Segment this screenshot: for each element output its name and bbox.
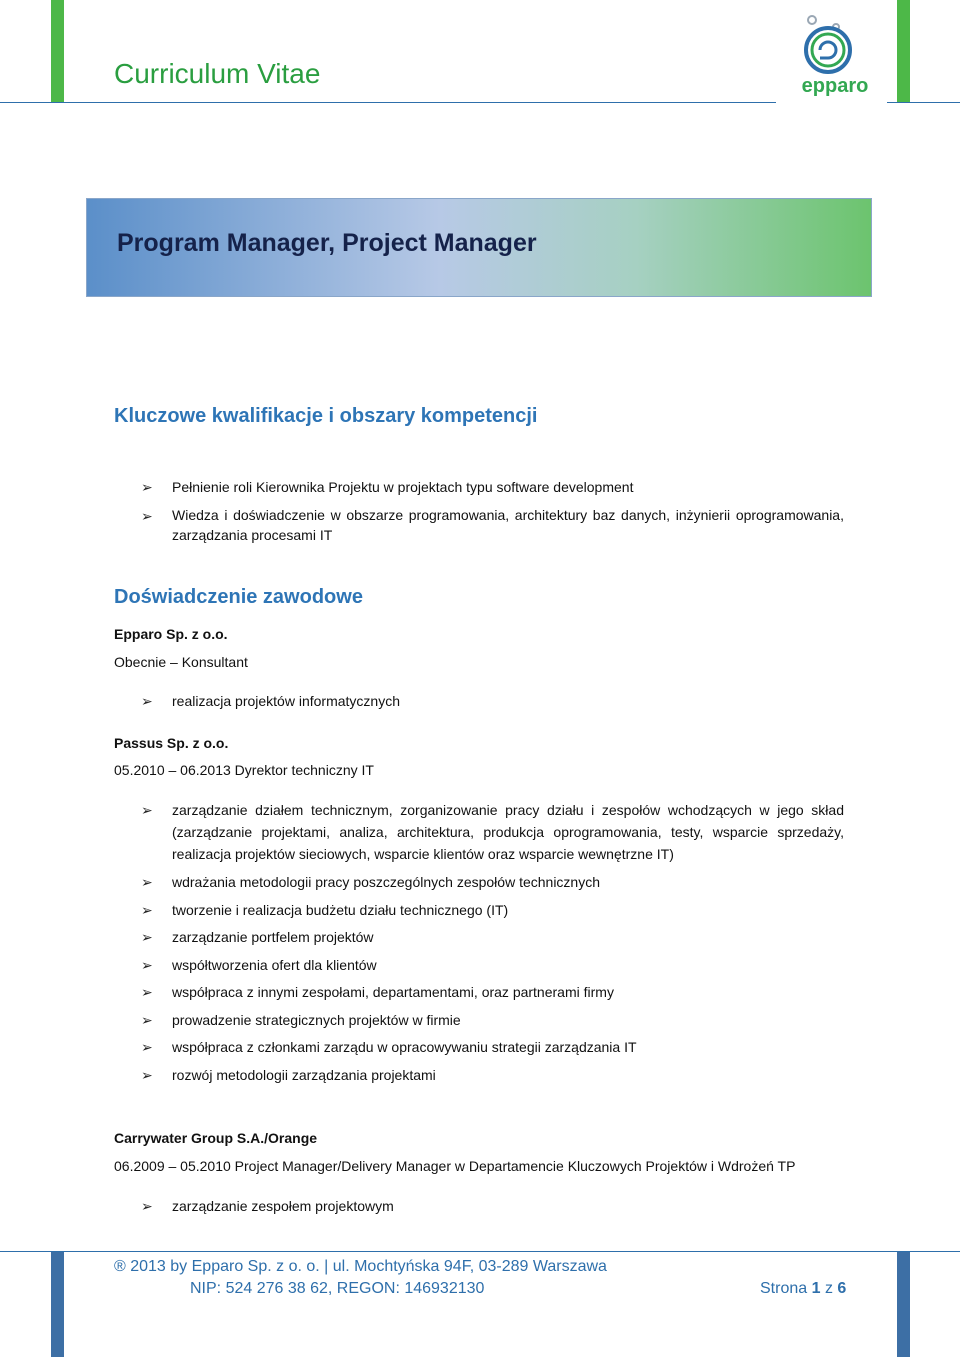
company-name: Passus Sp. z o.o.	[114, 735, 229, 751]
list-item: prowadzenie strategicznych projektów w firmie	[172, 1012, 461, 1028]
arrow-bullet-icon: ➢	[141, 902, 153, 918]
footer-address: ® 2013 by Epparo Sp. z o. o. | ul. Mochtyńska 94F, 03-289 Warszawa	[114, 1258, 607, 1275]
page-current: 1	[811, 1280, 821, 1297]
arrow-bullet-icon: ➢	[141, 479, 153, 495]
company-name: Epparo Sp. z o.o.	[114, 626, 228, 642]
header-divider-right	[887, 102, 960, 103]
list-item: rozwój metodologii zarządzania projektami	[172, 1067, 436, 1083]
arrow-bullet-icon: ➢	[141, 984, 153, 1000]
page-number	[760, 1280, 846, 1298]
list-item: współtworzenia ofert dla klientów	[172, 957, 377, 973]
list-item: zarządzanie zespołem projektowym	[172, 1198, 394, 1214]
page-title: Curriculum Vitae	[114, 58, 321, 89]
list-item: Wiedza i doświadczenie w obszarze programowania, architektury baz danych, inżynierii oprogramowania, zarządzania procesami IT	[172, 507, 844, 543]
footer-registration: NIP: 524 276 38 62, REGON: 146932130	[190, 1280, 485, 1297]
header-bar-left	[51, 0, 64, 102]
list-item: zarządzanie portfelem projektów	[172, 929, 374, 945]
footer-bar-left	[51, 1252, 64, 1357]
header-divider	[0, 102, 776, 103]
role-line: 05.2010 – 06.2013 Dyrektor techniczny IT	[114, 762, 374, 778]
arrow-bullet-icon: ➢	[141, 1067, 153, 1083]
list-item: realizacja projektów informatycznych	[172, 693, 400, 709]
page-total: 6	[837, 1280, 847, 1297]
role-line: 06.2009 – 05.2010 Project Manager/Delivery Manager w Departamencie Kluczowych Projektów i Wdrożeń TP	[114, 1158, 796, 1174]
qualifications-heading: Kluczowe kwalifikacje i obszary kompetencji	[114, 405, 538, 427]
arrow-bullet-icon: ➢	[141, 802, 153, 818]
company-name: Carrywater Group S.A./Orange	[114, 1130, 318, 1146]
list-item: tworzenie i realizacja budżetu działu technicznego (IT)	[172, 902, 509, 918]
list-item: zarządzanie działem technicznym, zorganizowanie pracy działu i zespołów wchodzących w jego skład (zarządzanie projektami, analiza, architektura, produkcja oprogramowania, testy, wsparcie sprzedaży, realizacja projektów sieciowych, wsparcie klientów oraz wsparcie wewnętrzne IT)	[172, 802, 844, 862]
arrow-bullet-icon: ➢	[141, 1198, 153, 1214]
page-of: z	[824, 1280, 833, 1297]
arrow-bullet-icon: ➢	[141, 874, 153, 890]
list-item: Pełnienie roli Kierownika Projektu w projektach typu software development	[172, 479, 634, 495]
footer-bar-right	[897, 1252, 910, 1357]
arrow-bullet-icon: ➢	[141, 693, 153, 709]
svg-text:epparo: epparo	[801, 75, 869, 97]
list-item: wdrażania metodologii pracy poszczególnych zespołów technicznych	[172, 874, 601, 890]
epparo-logo	[790, 12, 880, 98]
banner-title: Program Manager, Project Manager	[117, 229, 537, 257]
arrow-bullet-icon: ➢	[141, 957, 153, 973]
arrow-bullet-icon: ➢	[141, 929, 153, 945]
footer-divider	[0, 1251, 960, 1252]
arrow-bullet-icon: ➢	[141, 508, 153, 524]
arrow-bullet-icon: ➢	[141, 1039, 153, 1055]
header-bar-right	[897, 0, 910, 102]
list-item: współpraca z członkami zarządu w opracowywaniu strategii zarządzania IT	[172, 1039, 637, 1055]
list-item: współpraca z innymi zespołami, departamentami, oraz partnerami firmy	[172, 984, 614, 1000]
page-label: Strona	[760, 1280, 808, 1297]
arrow-bullet-icon: ➢	[141, 1012, 153, 1028]
role-line: Obecnie – Konsultant	[114, 654, 248, 670]
experience-heading: Doświadczenie zawodowe	[114, 586, 363, 608]
